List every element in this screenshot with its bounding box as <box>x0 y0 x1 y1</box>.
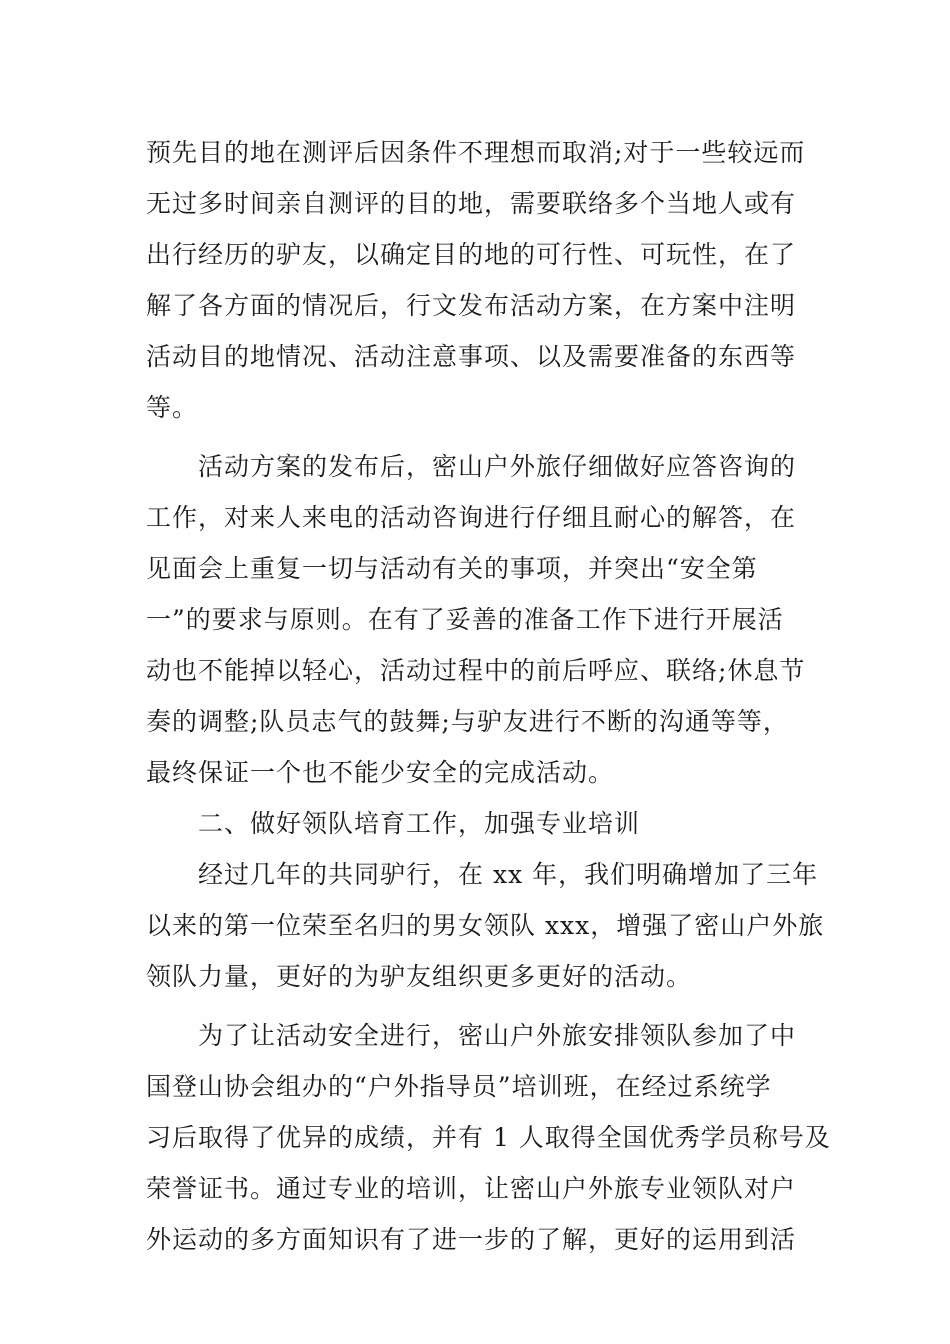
paragraph-1 <box>146 127 806 433</box>
heading-text: 二、做好领队培育工作，加强专业培训 <box>198 809 641 838</box>
text-line: 活动方案的发布后，密山户外旅仔细做好应答咨询的 <box>198 452 797 481</box>
document-body <box>146 127 831 1265</box>
text-line: 荣誉证书。通过专业的培训，让密山户外旅专业领队对户 <box>146 1174 797 1203</box>
paragraph-4 <box>146 1010 831 1265</box>
text-line: 国登山协会组办的“户外指导员”培训班，在经过系统学 <box>146 1072 772 1101</box>
text-line: 最终保证一个也不能少安全的完成活动。 <box>146 758 615 787</box>
text-line: 出行经历的驴友，以确定目的地的可行性、可玩性，在了 <box>146 240 797 269</box>
paragraph-3 <box>146 849 825 1002</box>
text-line: 无过多时间亲自测评的目的地，需要联络多个当地人或有 <box>146 189 797 218</box>
text-line: 解了各方面的情况后，行文发布活动方案，在方案中注明 <box>146 291 797 320</box>
text-line: 活动目的地情况、活动注意事项、以及需要准备的东西等 <box>146 342 797 371</box>
text-line: 见面会上重复一切与活动有关的事项，并突出“安全第 <box>146 554 758 583</box>
text-line: 动也不能掉以轻心，活动过程中的前后呼应、联络;休息节 <box>146 656 806 685</box>
text-line: 为了让活动安全进行，密山户外旅安排领队参加了中 <box>198 1021 797 1050</box>
section-heading <box>146 798 806 849</box>
text-line: 以来的第一位荣至名归的男女领队 xxx，增强了密山户外旅 <box>146 911 825 940</box>
text-line: 经过几年的共同驴行，在 xx 年，我们明确增加了三年 <box>198 860 819 889</box>
text-line: 预先目的地在测评后因条件不理想而取消;对于一些较远而 <box>146 138 806 167</box>
paragraph-2 <box>146 441 806 798</box>
text-line: 领队力量，更好的为驴友组织更多更好的活动。 <box>146 962 693 991</box>
text-line: 工作，对来人来电的活动咨询进行仔细且耐心的解答，在 <box>146 503 797 532</box>
text-line: 习后取得了优异的成绩，并有 1 人取得全国优秀学员称号及 <box>146 1123 831 1152</box>
text-line: 外运动的多方面知识有了进一步的了解，更好的运用到活 <box>146 1225 797 1254</box>
text-line: 奏的调整;队员志气的鼓舞;与驴友进行不断的沟通等等， <box>146 707 789 736</box>
text-line: 等。 <box>146 393 199 422</box>
text-line: 一”的要求与原则。在有了妥善的准备工作下进行开展活 <box>146 605 784 634</box>
